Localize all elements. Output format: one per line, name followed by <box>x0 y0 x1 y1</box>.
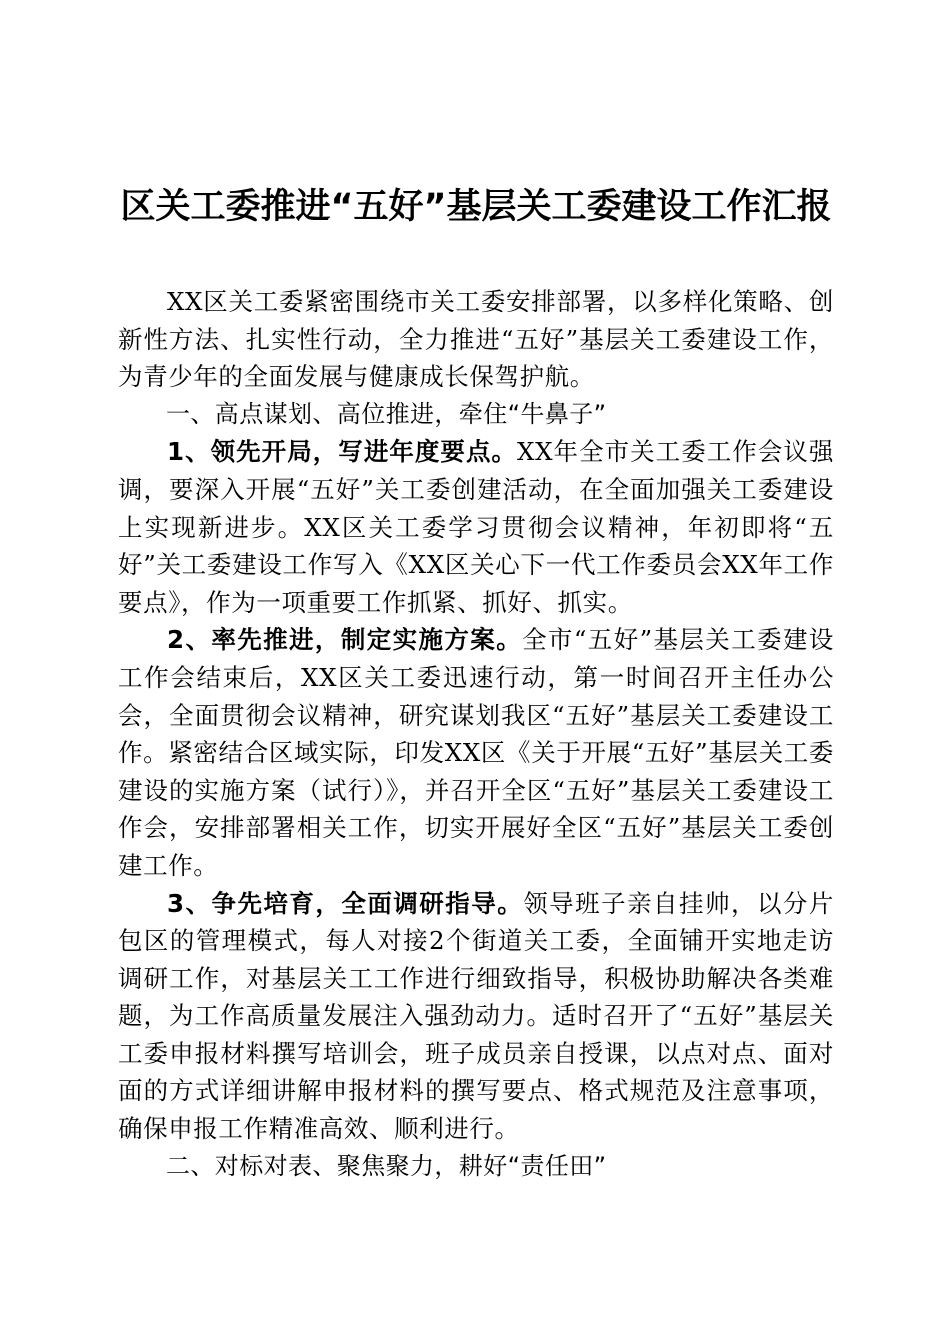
item-1-text: XX年全市关工委工作会议强调，要深入开展“五好”关工委创建活动，在全面加强关工委建设上实现新进步。XX区关工委学习贯彻会议精神，年初即将“五好”关工委建设工作写入《XX区关心下一代工作委员会XX年工作要点》，作为一项重要工作抓紧、抓好、抓实。 <box>118 437 834 617</box>
section-1-heading: 一、高点谋划、高位推进，牵住“牛鼻子” <box>166 399 607 428</box>
item-2-text: 全市“五好”基层关工委建设工作会结束后，XX区关工委迅速行动，第一时间召开主任办公会，全面贯彻会议精神，研究谋划我区“五好”基层关工委建设工作。紧密结合区域实际，印发XX区《关于开展“五好”基层关工委建设的实施方案（试行）》，并召开全区“五好”基层关工委建设工作会，安排部署相关工作，切实开展好全区“五好”基层关工委创建工作。 <box>118 625 834 880</box>
item-3-text: 领导班子亲自挂帅，以分片包区的管理模式，每人对接2个街道关工委，全面铺开实地走访调研工作，对基层关工工作进行细致指导，积极协助解决各类难题，为工作高质量发展注入强劲动力。适时召开了“五好”基层关工委申报材料撰写培训会，班子成员亲自授课，以点对点、面对面的方式详细讲解申报材料的撰写要点、格式规范及注意事项，确保申报工作精准高效、顺利进行。 <box>118 888 834 1144</box>
section-1-item-1 <box>118 433 834 621</box>
document-body <box>118 283 834 1185</box>
section-1-item-2 <box>118 621 834 884</box>
item-1-lead: 1、领先开局，写进年度要点。 <box>167 437 518 467</box>
item-3-lead: 3、争先培育，全面调研指导。 <box>167 888 524 918</box>
item-2-lead: 2、率先推进，制定实施方案。 <box>167 625 523 655</box>
document-page <box>118 0 834 1344</box>
document-title: 区关工委推进“五好”基层关工委建设工作汇报 <box>120 187 832 227</box>
intro-paragraph: XX区关工委紧密围绕市关工委安排部署，以多样化策略、创新性方法、扎实性行动，全力推进“五好”基层关工委建设工作，为青少年的全面发展与健康成长保驾护航。 <box>118 287 834 392</box>
section-1-item-3 <box>118 885 834 1148</box>
section-2-heading: 二、对标对表、聚焦聚力，耕好“责任田” <box>166 1151 607 1180</box>
